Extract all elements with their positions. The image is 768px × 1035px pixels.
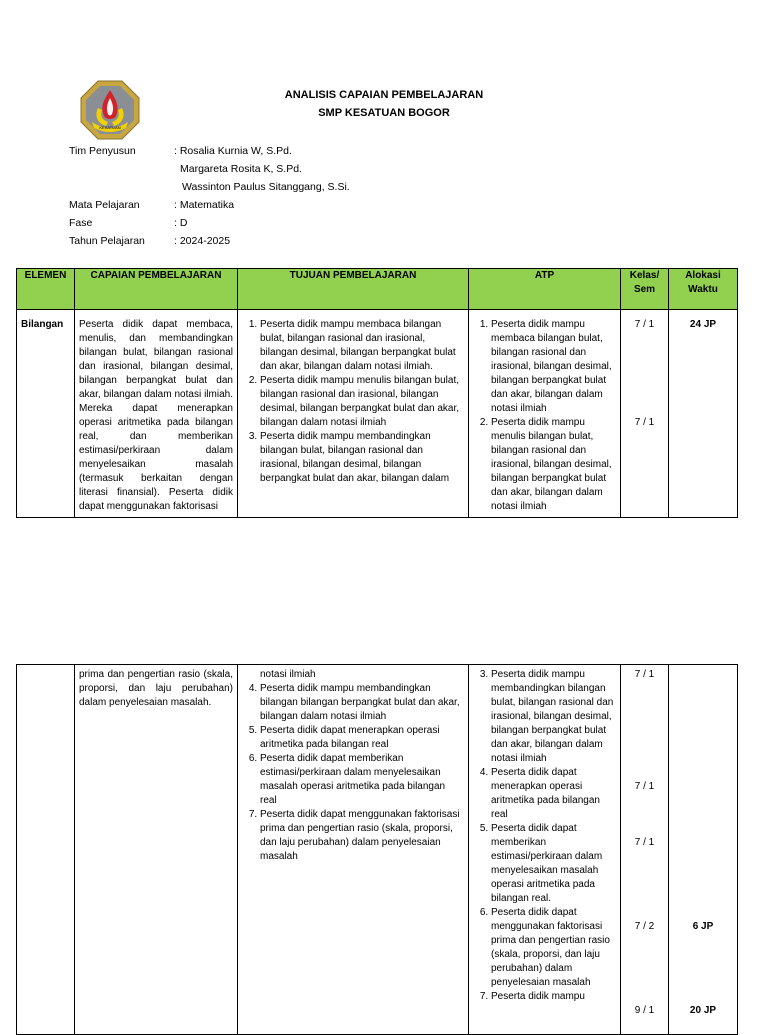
elemen-cell bbox=[17, 665, 75, 1035]
logo-text: KESATUAN bbox=[99, 125, 121, 130]
atp-cell bbox=[469, 665, 621, 1035]
kelas-cell bbox=[621, 665, 669, 1035]
info-value: : Matematika bbox=[174, 199, 235, 211]
alokasi-value: 6 JP bbox=[692, 921, 714, 932]
list-item-continued: notasi ilmiah bbox=[260, 669, 316, 680]
list-item: 2. Peserta didik mampu menulis bilangan bulat, bilangan rasional dan irasional, bilangan desimal, bilangan berpangkat bulat dan akar, bilangan dalam notasi ilmiah bbox=[491, 416, 616, 514]
info-label: Mata Pelajaran bbox=[69, 199, 140, 211]
header-tujuan: TUJUAN PEMBELAJARAN bbox=[238, 269, 469, 310]
list-item: 3. Peserta didik mampu membandingkan bilangan bulat, bilangan rasional dan irasional, bilangan desimal, bilangan berpangkat bulat dan akar, bilangan dalam bbox=[260, 430, 464, 486]
table-row bbox=[17, 665, 738, 1035]
info-value: Margareta Rosita K, S.Pd. bbox=[180, 163, 302, 175]
header-kelas: Kelas/ Sem bbox=[621, 269, 669, 310]
info-value: : Rosalia Kurnia W, S.Pd. bbox=[174, 145, 292, 157]
header-capaian: CAPAIAN PEMBELAJARAN bbox=[75, 269, 238, 310]
tujuan-cell bbox=[238, 665, 469, 1035]
capaian-cell: Peserta didik dapat membaca, menulis, dan membandingkan bilangan bulat, bilangan rasional dan irasional, bilangan desimal, bilangan berpangkat bulat dan akar, bilangan dalam notasi ilmiah. Mereka dapat menerapkan operasi aritmetika pada bilangan real, dan memberikan estimasi/perkiraan dalam menyelesaikan masalah (termasuk berkaitan dengan literasi finansial). Peserta didik dapat menggunakan faktorisasi bbox=[75, 310, 238, 518]
list-item: 6. Peserta didik dapat memberikan estimasi/perkiraan dalam menyelesaikan masalah operasi aritmetika pada bilangan real bbox=[260, 752, 464, 808]
kelas-cell bbox=[621, 310, 669, 518]
document-title: ANALISIS CAPAIAN PEMBELAJARAN bbox=[284, 89, 484, 101]
alokasi-cell: 24 JP bbox=[669, 310, 738, 518]
list-item: 5. Peserta didik dapat memberikan estimasi/perkiraan dalam menyelesaikan masalah operasi aritmetika pada bilangan real. bbox=[491, 822, 616, 906]
info-label: Fase bbox=[69, 217, 93, 229]
alokasi-cell bbox=[669, 665, 738, 1035]
header-elemen: ELEMEN bbox=[17, 269, 75, 310]
header-atp: ATP bbox=[469, 269, 621, 310]
list-item: 4. Peserta didik dapat menerapkan operasi aritmetika pada bilangan real bbox=[491, 766, 616, 822]
header-alokasi: Alokasi Waktu bbox=[669, 269, 738, 310]
elemen-cell: Bilangan bbox=[17, 310, 75, 518]
list-item: 2. Peserta didik mampu menulis bilangan bulat, bilangan rasional dan irasional, bilangan desimal, bilangan berpangkat bulat dan akar, bilangan dalam notasi ilmiah bbox=[260, 374, 464, 430]
info-value: Wassinton Paulus Sitanggang, S.Si. bbox=[182, 181, 350, 193]
table-header-row bbox=[17, 269, 738, 310]
atp-cell bbox=[469, 310, 621, 518]
list-item: 4. Peserta didik mampu membandingkan bilangan bilangan berpangkat bulat dan akar, bilangan dalam notasi ilmiah bbox=[260, 682, 464, 724]
analysis-table-page-2 bbox=[16, 664, 738, 1035]
alokasi-value: 20 JP bbox=[689, 1005, 717, 1016]
kelas-value: 7 / 1 bbox=[634, 669, 655, 680]
info-value: : 2024-2025 bbox=[174, 235, 231, 247]
school-name: SMP KESATUAN BOGOR bbox=[318, 107, 450, 119]
analysis-table-page-1 bbox=[16, 268, 738, 518]
list-item: 6. Peserta didik dapat menggunakan faktorisasi prima dan pengertian rasio (skala, proporsi, dan laju perubahan) dalam penyelesaian masalah bbox=[491, 906, 616, 990]
info-value: : D bbox=[174, 217, 188, 229]
kelas-value: 7 / 1 bbox=[634, 417, 655, 428]
tujuan-cell bbox=[238, 310, 469, 518]
list-item: 3. Peserta didik mampu membandingkan bilangan bulat, bilangan rasional dan irasional, bilangan desimal, bilangan berpangkat bulat dan akar, bilangan dalam notasi ilmiah bbox=[491, 668, 616, 766]
kelas-value: 7 / 1 bbox=[634, 837, 655, 848]
info-label: Tim Penyusun bbox=[69, 145, 136, 157]
list-item: 7. Peserta didik dapat menggunakan faktorisasi prima dan pengertian rasio (skala, proporsi, dan laju perubahan) dalam penyelesaian masalah bbox=[260, 808, 464, 864]
table-row bbox=[17, 310, 738, 518]
kelas-value: 9 / 1 bbox=[634, 1005, 655, 1016]
kelas-value: 7 / 2 bbox=[634, 921, 655, 932]
kelas-value: 7 / 1 bbox=[634, 781, 655, 792]
capaian-cell: prima dan pengertian rasio (skala, proporsi, dan laju perubahan) dalam penyelesaian masalah. bbox=[75, 665, 238, 1035]
list-item: 1. Peserta didik mampu membaca bilangan bulat, bilangan rasional dan irasional, bilangan desimal, bilangan berpangkat bulat dan akar, bilangan dalam notasi ilmiah. bbox=[260, 318, 464, 374]
info-label: Tahun Pelajaran bbox=[69, 235, 145, 247]
list-item: 7. Peserta didik mampu bbox=[491, 990, 616, 1004]
kelas-value: 7 / 1 bbox=[634, 319, 655, 330]
list-item: 1. Peserta didik mampu membaca bilangan bulat, bilangan rasional dan irasional, bilangan desimal, bilangan berpangkat bulat dan akar, bilangan dalam notasi ilmiah bbox=[491, 318, 616, 416]
list-item: 5. Peserta didik dapat menerapkan operasi aritmetika pada bilangan real bbox=[260, 724, 464, 752]
